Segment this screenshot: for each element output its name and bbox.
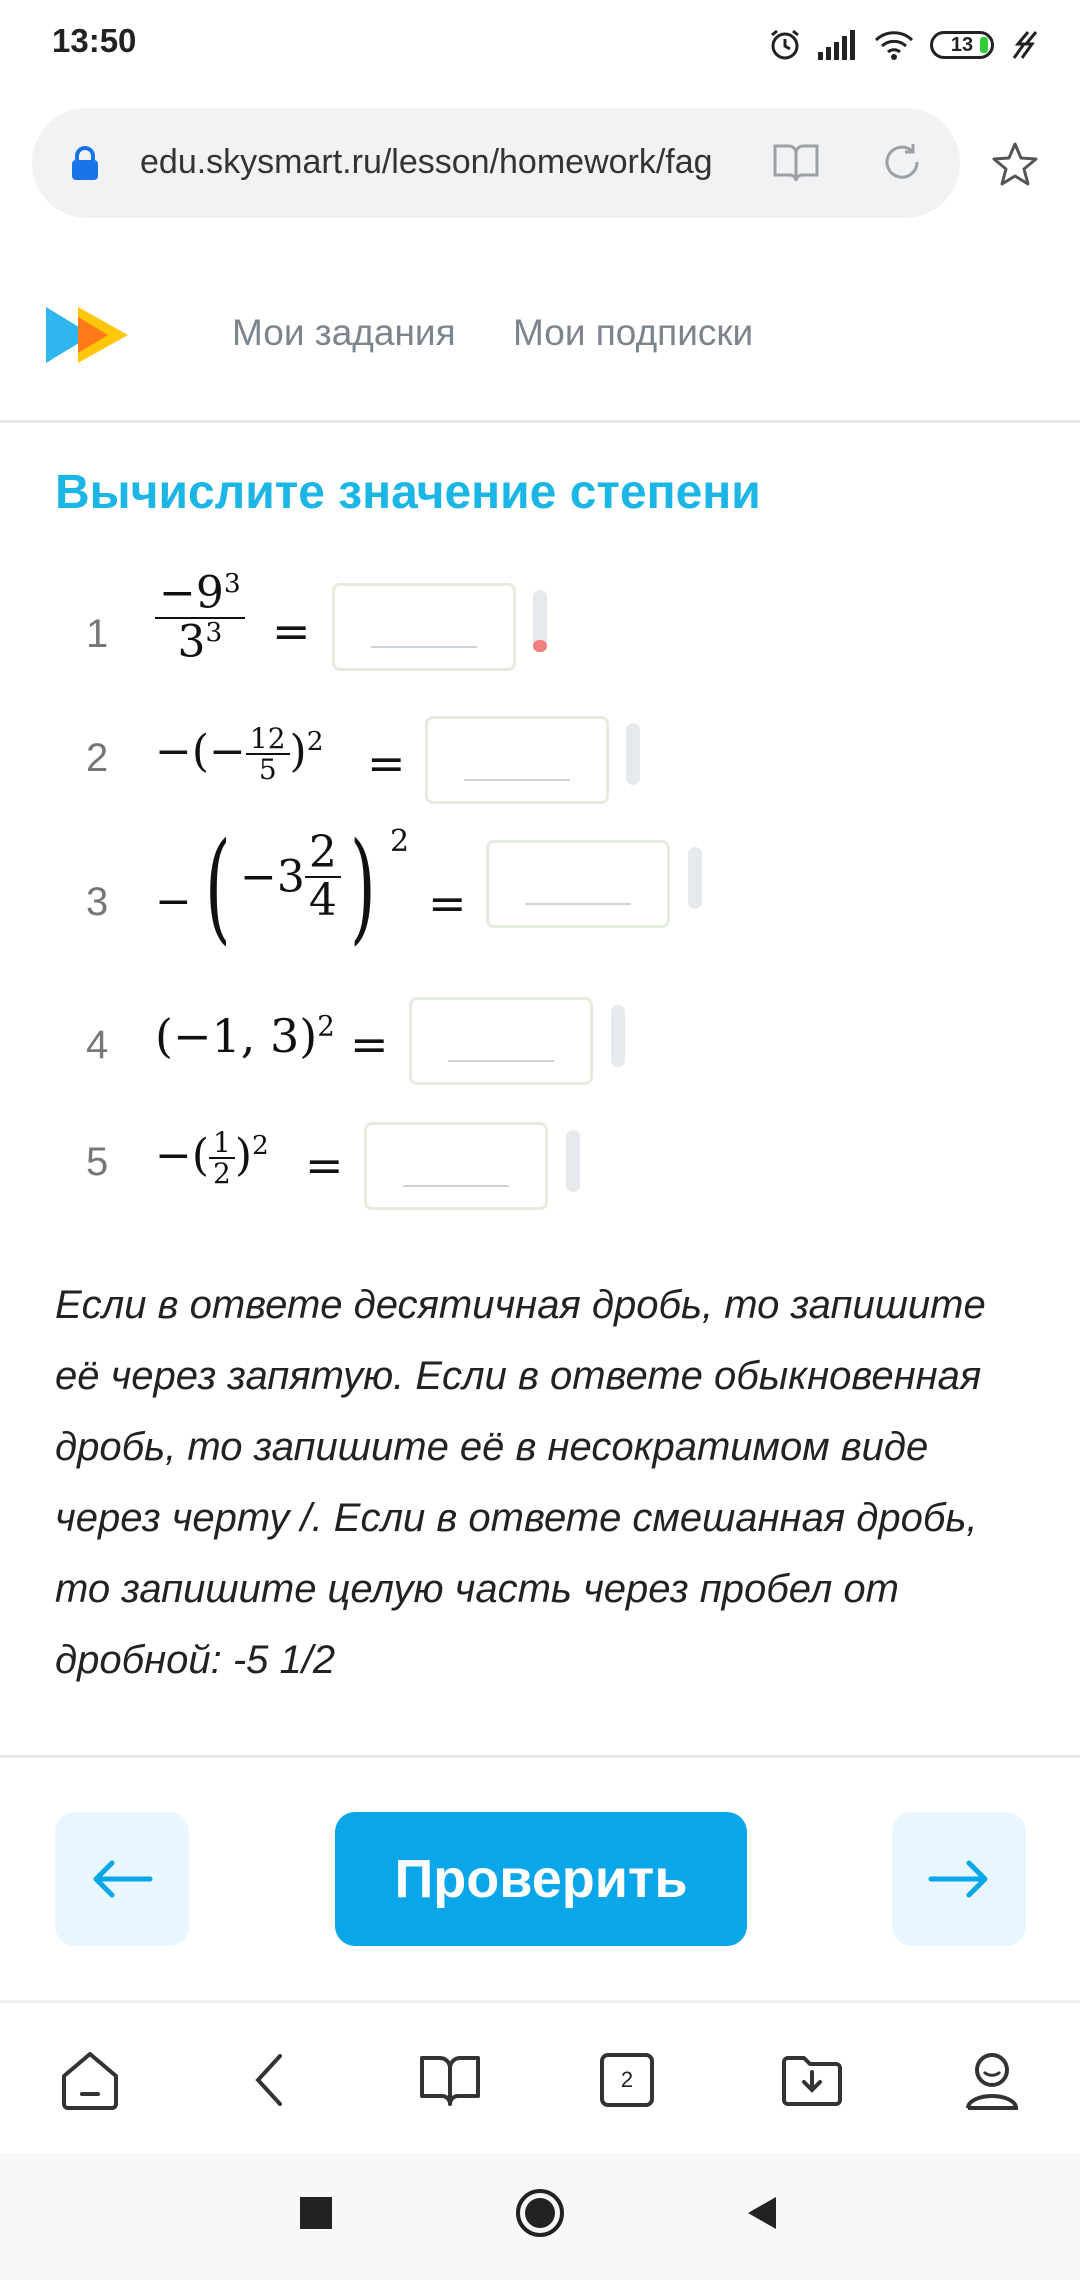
equals-sign: = xyxy=(272,604,311,658)
divider xyxy=(0,1755,1080,1758)
task-number: 4 xyxy=(86,1023,109,1067)
home-icon[interactable] xyxy=(58,2048,122,2112)
progress-indicator xyxy=(533,590,547,652)
answer-input[interactable] xyxy=(409,997,593,1085)
equals-sign: = xyxy=(367,736,406,790)
task-hint: Если в ответе десятичная дробь, то запишите её через запятую. Если в ответе обыкновенная дробь, то запишите её в несократимом виде через черту /. Если в ответе смешанная дробь, то запишите целую часть через пробел от дробной: -5 1/2 xyxy=(55,1283,986,1682)
answer-input[interactable] xyxy=(425,716,609,804)
status-time: 13:50 xyxy=(52,22,137,59)
home-button-icon[interactable] xyxy=(514,2187,566,2239)
task-number: 1 xyxy=(86,612,109,656)
bookmark-star-icon[interactable] xyxy=(990,140,1040,190)
paren-close: ) xyxy=(350,818,376,957)
equals-sign: = xyxy=(428,876,467,930)
profile-icon[interactable] xyxy=(962,2048,1022,2112)
charging-icon xyxy=(1010,30,1040,60)
equals-sign: = xyxy=(350,1017,389,1071)
task-expression: (−1, 3)$^2$ xyxy=(155,1009,335,1063)
task-expression: $\frac{-9^3}{3^3}$ xyxy=(155,570,245,666)
alarm-icon xyxy=(768,28,802,62)
back-button-icon[interactable] xyxy=(742,2193,782,2233)
wifi-icon xyxy=(874,30,914,60)
task-number: 2 xyxy=(86,736,109,780)
reload-icon[interactable] xyxy=(880,140,924,184)
nav-my-assignments[interactable]: Мои задания xyxy=(232,312,456,353)
reader-mode-icon[interactable] xyxy=(772,140,820,184)
arrow-left-icon xyxy=(90,1859,154,1899)
progress-indicator xyxy=(611,1005,625,1067)
status-icons xyxy=(768,20,1040,70)
task-row xyxy=(0,820,1080,970)
task-expression-minus: − xyxy=(155,876,192,927)
bookmarks-icon[interactable] xyxy=(418,2048,482,2112)
url-text[interactable]: edu.skysmart.ru/lesson/homework/fag xyxy=(140,143,713,181)
progress-indicator xyxy=(688,847,702,909)
battery-level: 13 xyxy=(950,34,974,56)
progress-indicator xyxy=(566,1130,580,1192)
paren-open: ( xyxy=(205,818,231,957)
system-nav-bar xyxy=(0,2153,1080,2280)
equals-sign: = xyxy=(305,1138,344,1192)
answer-input[interactable] xyxy=(486,840,670,928)
answer-input[interactable] xyxy=(332,583,516,671)
signal-icon xyxy=(818,30,858,60)
answer-input[interactable] xyxy=(364,1122,548,1210)
task-row xyxy=(0,710,1080,810)
back-icon[interactable] xyxy=(248,2048,292,2112)
browser-bottom-bar xyxy=(0,2000,1080,2153)
task-row xyxy=(0,995,1080,1095)
tab-count: 2 xyxy=(620,2067,634,2092)
arrow-right-icon xyxy=(927,1859,991,1899)
next-task-button[interactable] xyxy=(892,1812,1026,1946)
task-title: Вычислите значение степени xyxy=(55,466,761,519)
progress-indicator xyxy=(626,723,640,785)
nav-my-subscriptions[interactable]: Мои подписки xyxy=(513,312,754,353)
task-expression: −3 $\frac{2}{4}$ xyxy=(240,830,341,924)
check-button[interactable]: Проверить xyxy=(335,1812,747,1946)
exponent: 2 xyxy=(390,824,410,859)
prev-task-button[interactable] xyxy=(55,1812,189,1946)
address-bar[interactable] xyxy=(32,108,960,218)
task-number: 5 xyxy=(86,1140,109,1184)
tabs-button[interactable] xyxy=(600,2053,654,2107)
recents-icon[interactable] xyxy=(296,2193,336,2233)
skysmart-logo[interactable] xyxy=(42,303,134,367)
site-header xyxy=(0,280,1080,423)
lock-icon xyxy=(70,145,100,181)
battery-icon xyxy=(930,31,994,59)
task-row xyxy=(0,567,1080,680)
task-expression: −( $\frac{1}{2}$ )$^2$ xyxy=(155,1126,269,1191)
status-bar xyxy=(0,0,1080,90)
downloads-icon[interactable] xyxy=(780,2048,844,2112)
task-expression: −(− $\frac{12}{5}$ )$^2$ xyxy=(155,722,324,787)
task-row xyxy=(0,1120,1080,1220)
task-number: 3 xyxy=(86,880,109,924)
